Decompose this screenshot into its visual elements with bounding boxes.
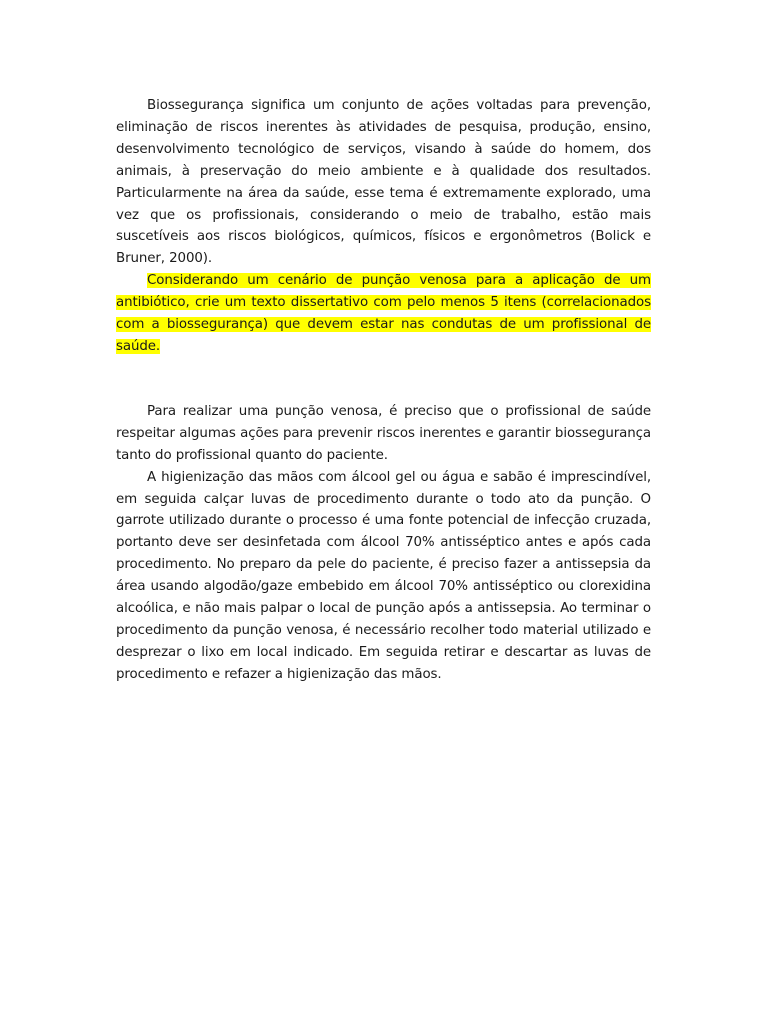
answer-paragraph-1 — [116, 401, 651, 467]
highlighted-prompt-text: Considerando um cenário de punção venosa para a aplicação de um antibiótico, crie um texto dissertativo com pelo menos 5 itens (correlacionados com a biossegurança) que devem estar nas condutas de um profissional de saúde. — [116, 273, 651, 354]
answer-paragraph-2 — [116, 467, 651, 686]
document-body — [116, 95, 651, 686]
prompt-paragraph — [116, 270, 651, 358]
intro-text: Biossegurança significa um conjunto de ações voltadas para prevenção, eliminação de riscos inerentes às atividades de pesquisa, produção, ensino, desenvolvimento tecnológico de serviços, visando à saúde do homem, dos animais, à preservação do meio ambiente e à qualidade dos resultados. Particularmente na área da saúde, esse tema é extremamente explorado, uma vez que os profissionais, considerando o meio de trabalho, estão mais suscetíveis aos riscos biológicos, químicos, físicos e ergonômetros (Bolick e Bruner, 2000). — [116, 98, 651, 267]
answer-text-1: Para realizar uma punção venosa, é preciso que o profissional de saúde respeitar algumas ações para prevenir riscos inerentes e garantir biossegurança tanto do profissional quanto do paciente. — [116, 403, 651, 463]
intro-paragraph — [116, 95, 651, 270]
paragraph-gap — [116, 358, 651, 401]
answer-text-2: A higienização das mãos com álcool gel ou água e sabão é imprescindível, em seguida calçar luvas de procedimento durante o todo ato da punção. O garrote utilizado durante o processo é uma fonte potencial de infecção cruzada, portanto deve ser desinfetada com álcool 70% antisséptico antes e após cada procedimento. No preparo da pele do paciente, é preciso fazer a antissepsia da área usando algodão/gaze embebido em álcool 70% antisséptico ou clorexidina alcoólica, e não mais palpar o local de punção após a antissepsia. Ao terminar o procedimento da punção venosa, é necessário recolher todo material utilizado e desprezar o lixo em local indicado. Em seguida retirar e descartar as luvas de procedimento e refazer a higienização das mãos. — [116, 469, 651, 682]
